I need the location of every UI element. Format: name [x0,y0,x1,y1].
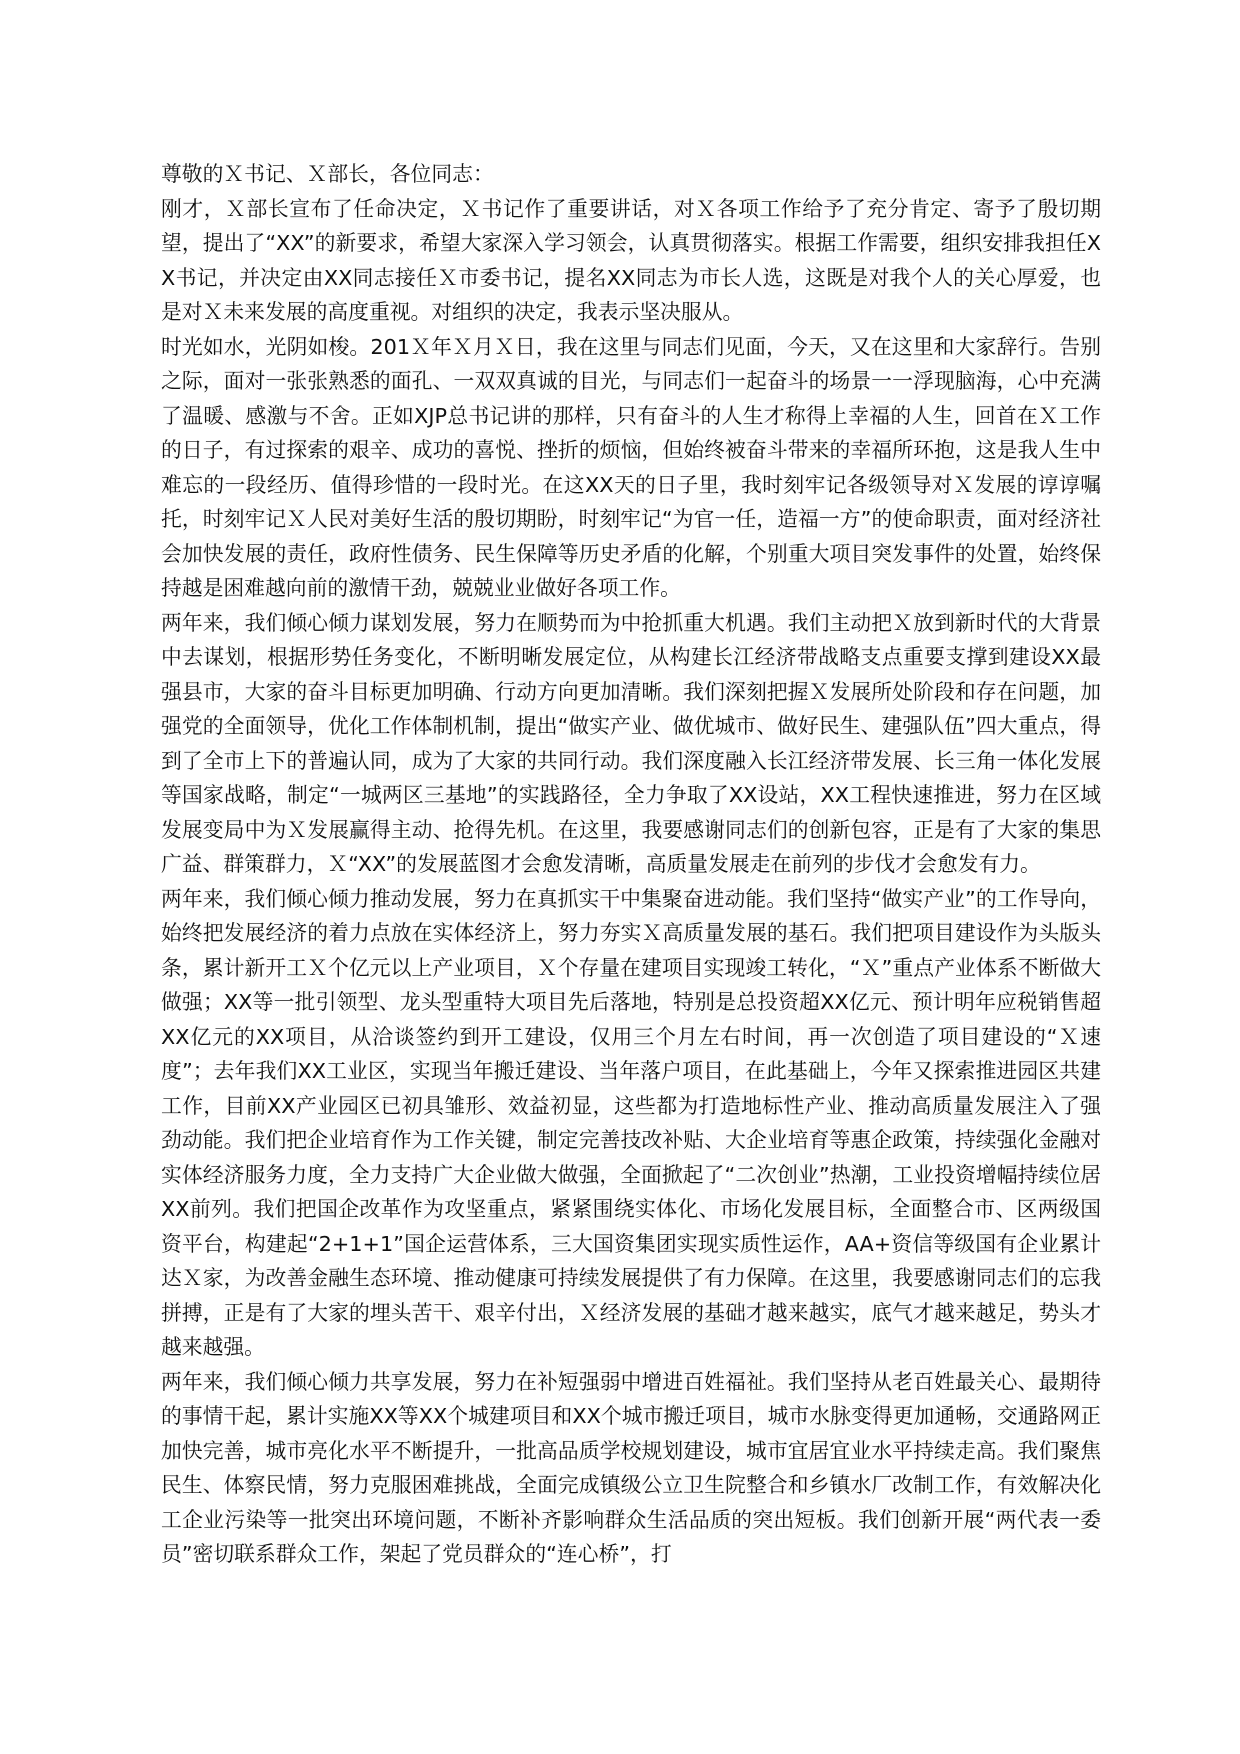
paragraph-5: 两年来，我们倾心倾力共享发展，努力在补短强弱中增进百姓福祉。我们坚持从老百姓最关心、最期待的事情干起，累计实施XX等XX个城建项目和XX个城市搬迁项目，城市水脉变得更加通畅，交通路网正加快完善，城市亮化水平不断提升，一批高品质学校规划建设，城市宜居宜业水平持续走高。我们聚焦民生、体察民情，努力克服困难挑战，全面完成镇级公立卫生院整合和乡镇水厂改制工作，有效解决化工企业污染等一批突出环境问题，不断补齐影响群众生活品质的突出短板。我们创新开展“两代表一委员”密切联系群众工作，架起了党员群众的“连心桥”，打 [161,1369,1101,1566]
greeting: 尊敬的Ｘ书记、Ｘ部长，各位同志： [161,162,494,186]
speech-body [161,157,1101,1572]
paragraph-1: 刚才，Ｘ部长宣布了任命决定，Ｘ书记作了重要讲话，对Ｘ各项工作给予了充分肯定、寄予了殷切期望，提出了“XX”的新要求，希望大家深入学习领会，认真贯彻落实。根据工作需要，组织安排我担任XX书记，并决定由XX同志接任Ｘ市委书记，提名XX同志为市长人选，这既是对我个人的关心厚爱，也是对Ｘ未来发展的高度重视。对组织的决定，我表示坚决服从。 [161,196,1101,324]
paragraph-2: 时光如水，光阴如梭。201Ｘ年Ｘ月Ｘ日，我在这里与同志们见面，今天，又在这里和大家辞行。告别之际，面对一张张熟悉的面孔、一双双真诚的目光，与同志们一起奋斗的场景一一浮现脑海，心中充满了温暖、感激与不舍。正如XJP总书记讲的那样，只有奋斗的人生才称得上幸福的人生，回首在Ｘ工作的日子，有过探索的艰辛、成功的喜悦、挫折的烦恼，但始终被奋斗带来的幸福所环抱，这是我人生中难忘的一段经历、值得珍惜的一段时光。在这XX天的日子里，我时刻牢记各级领导对Ｘ发展的谆谆嘱托，时刻牢记Ｘ人民对美好生活的殷切期盼，时刻牢记“为官一任，造福一方”的使命职责，面对经济社会加快发展的责任，政府性债务、民生保障等历史矛盾的化解，个别重大项目突发事件的处置，始终保持越是困难越向前的激情干劲，兢兢业业做好各项工作。 [161,334,1101,600]
paragraph-3: 两年来，我们倾心倾力谋划发展，努力在顺势而为中抢抓重大机遇。我们主动把Ｘ放到新时代的大背景中去谋划，根据形势任务变化，不断明晰发展定位，从构建长江经济带战略支点重要支撑到建设XX最强县市，大家的奋斗目标更加明确、行动方向更加清晰。我们深刻把握Ｘ发展所处阶段和存在问题，加强党的全面领导，优化工作体制机制，提出“做实产业、做优城市、做好民生、建强队伍”四大重点，得到了全市上下的普遍认同，成为了大家的共同行动。我们深度融入长江经济带发展、长三角一体化发展等国家战略，制定“一城两区三基地”的实践路径，全力争取了XX设站，XX工程快速推进，努力在区域发展变局中为Ｘ发展赢得主动、抢得先机。在这里，我要感谢同志们的创新包容，正是有了大家的集思广益、群策群力，Ｘ“XX”的发展蓝图才会愈发清晰，高质量发展走在前列的步伐才会愈发有力。 [161,610,1101,876]
paragraph-4: 两年来，我们倾心倾力推动发展，努力在真抓实干中集聚奋进动能。我们坚持“做实产业”的工作导向，始终把发展经济的着力点放在实体经济上，努力夯实Ｘ高质量发展的基石。我们把项目建设作为头版头条，累计新开工Ｘ个亿元以上产业项目，Ｘ个存量在建项目实现竣工转化，“Ｘ”重点产业体系不断做大做强；XX等一批引领型、龙头型重特大项目先后落地，特别是总投资超XX亿元、预计明年应税销售超XX亿元的XX项目，从洽谈签约到开工建设，仅用三个月左右时间，再一次创造了项目建设的“Ｘ速度”；去年我们XX工业区，实现当年搬迁建设、当年落户项目，在此基础上，今年又探索推进园区共建工作，目前XX产业园区已初具雏形、效益初显，这些都为打造地标性产业、推动高质量发展注入了强劲动能。我们把企业培育作为工作关键，制定完善技改补贴、大企业培育等惠企政策，持续强化金融对实体经济服务力度，全力支持广大企业做大做强，全面掀起了“二次创业”热潮，工业投资增幅持续位居XX前列。我们把国企改革作为攻坚重点，紧紧围绕实体化、市场化发展目标，全面整合市、区两级国资平台，构建起“2+1+1”国企运营体系，三大国资集团实现实质性运作，AA+资信等级国有企业累计达Ｘ家，为改善金融生态环境、推动健康可持续发展提供了有力保障。在这里，我要感谢同志们的忘我拼搏，正是有了大家的埋头苦干、艰辛付出，Ｘ经济发展的基础才越来越实，底气才越来越足，势头才越来越强。 [161,886,1101,1359]
